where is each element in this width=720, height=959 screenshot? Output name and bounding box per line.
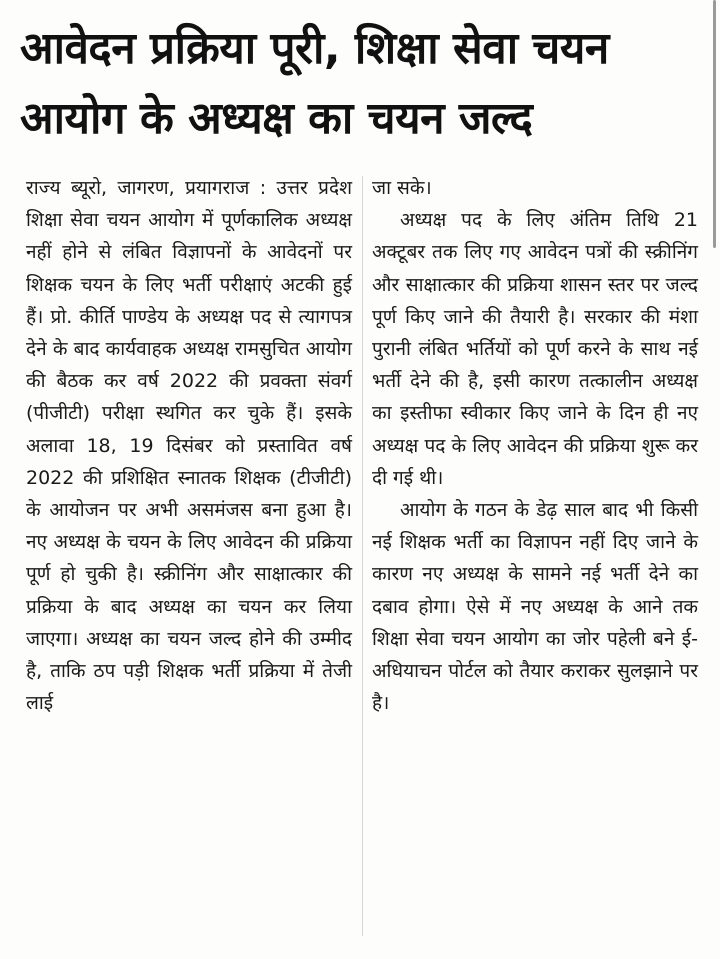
headline-line-1: आवेदन प्रक्रिया पूरी, शिक्षा सेवा चयन <box>20 23 609 74</box>
headline <box>20 14 700 154</box>
article-paragraph-1: राज्य ब्यूरो, जागरण, प्रयागराज : उत्तर प्रदेश शिक्षा सेवा चयन आयोग में पूर्णकालिक अध्यक्ष नहीं होने से लंबित विज्ञापनों के आवेदनों पर शिक्षक चयन के लिए भर्ती परीक्षाएं अटकी हुई हैं। प्रो. कीर्ति पाण्डेय के अध्यक्ष पद से त्यागपत्र देने के बाद कार्यवाहक अध्यक्ष रामसुचित आयोग की बैठक कर वर्ष 2022 की प्रवक्ता संवर्ग (पीजीटी) परीक्षा स्थगित कर चुके हैं। इसके अलावा 18, 19 दिसंबर को प्रस्तावित वर्ष 2022 की प्रशिक्षित स्नातक शिक्षक (टीजीटी) के आयोजन पर अभी असमंजस बना हुआ है। नए अध्यक्ष के चयन के लिए आवेदन की प्रक्रिया पूर्ण हो चुकी है। स्क्रीनिंग और साक्षात्कार की प्रक्रिया के बाद अध्यक्ष का चयन कर लिया जाएगा। अध्यक्ष का चयन जल्द होने की उम्मीद है, ताकि ठप पड़ी शिक्षक भर्ती प्रक्रिया में तेजी लाई <box>26 177 352 715</box>
article-paragraph-1-continuation: जा सके। <box>372 177 432 199</box>
column-divider <box>362 176 363 936</box>
article-paragraph-2: अध्यक्ष पद के लिए अंतिम तिथि 21 अक्टूबर तक लिए गए आवेदन पत्रों की स्क्रीनिंग और साक्षात्कार की प्रक्रिया शासन स्तर पर जल्द पूर्ण किए जाने की तैयारी है। सरकार की मंशा पुरानी लंबित भर्तियों को पूर्ण करने के साथ नई भर्ती देने की है, इसी कारण तत्कालीन अध्यक्ष का इस्तीफा स्वीकार किए जाने के दिन ही नए अध्यक्ष पद के लिए आवेदन की प्रक्रिया शुरू कर दी गई थी। <box>372 209 698 489</box>
scroll-edge-mark <box>713 0 716 248</box>
article-paragraph-3: आयोग के गठन के डेढ़ साल बाद भी किसी नई शिक्षक भर्ती का विज्ञापन नहीं दिए जाने के कारण नए अध्यक्ष के सामने नई भर्ती देने का दबाव होगा। ऐसे में नए अध्यक्ष के आने तक शिक्षा सेवा चयन आयोग का जोर पहेली बने ई-अधियाचन पोर्टल को तैयार कराकर सुलझाने पर है। <box>372 499 698 715</box>
article-column-left <box>26 172 352 719</box>
headline-line-2: आयोग के अध्यक्ष का चयन जल्द <box>20 93 533 144</box>
article-column-right <box>372 172 698 719</box>
